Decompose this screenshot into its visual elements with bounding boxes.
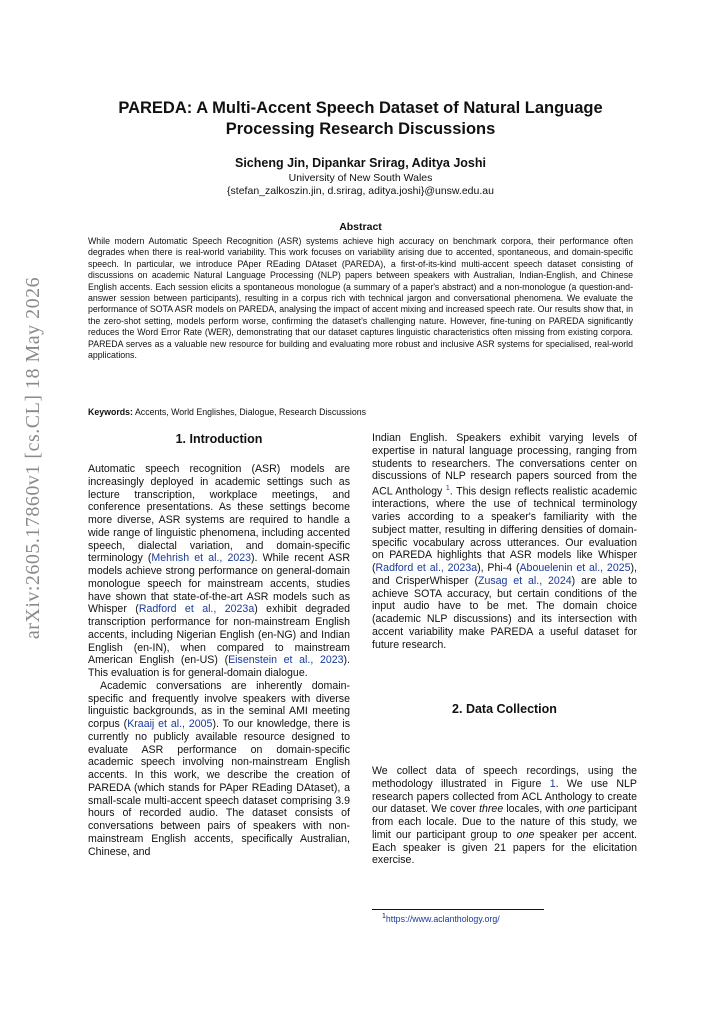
paper-title bbox=[80, 98, 641, 140]
left-column bbox=[88, 463, 350, 858]
emphasis: one bbox=[516, 828, 535, 841]
emphasis: one bbox=[567, 803, 585, 816]
text-span: Indian English. Speakers exhibit varying levels of expertise in natural language processing, ranging from students to researchers. The conversations center on discussions of NLP research papers sourced from the ACL Anthology bbox=[372, 432, 637, 498]
figure-reference-link[interactable]: 1 bbox=[549, 777, 556, 790]
citation-link[interactable]: Kraaij et al., 2005 bbox=[127, 718, 213, 730]
citation-link[interactable]: Abouelenin et al., 2025 bbox=[519, 562, 631, 575]
section-heading-data-collection: 2. Data Collection bbox=[452, 702, 557, 716]
text-span: . We use NLP research papers collected from ACL Anthology to create our dataset. We cover bbox=[372, 777, 638, 816]
citation-link[interactable]: Radford et al., 2023a bbox=[138, 603, 255, 616]
right-column-bottom bbox=[372, 765, 637, 867]
text-span: participant from each locale. Due to the nature of this study, we limit our participant group to bbox=[372, 803, 637, 841]
keywords-text: Accents, World Englishes, Dialogue, Research Discussions bbox=[132, 407, 367, 417]
title-line-2: Processing Research Discussions bbox=[225, 120, 496, 138]
footnote-divider bbox=[372, 909, 544, 910]
citation-link[interactable]: Radford et al., 2023a bbox=[375, 562, 478, 575]
keywords-label: Keywords: bbox=[88, 407, 133, 417]
text-span: ), and CrisperWhisper ( bbox=[372, 562, 637, 587]
text-span: ). To our knowledge, there is currently no publicly available resource designed to evaluate ASR performance on domain-specific academic speech involving non-mainstream English accents. In this work, we describe the creation of PAREDA (which stands for PAper REading DAtaset), a small-scale multi-accent speech dataset comprising 3.9 hours of recorded audio. The dataset consists of conversations between pairs of speakers with non-mainstream English accents, specifically Australian, Chinese, and bbox=[88, 718, 350, 858]
citation-link[interactable]: Mehrish et al., 2023 bbox=[151, 552, 252, 565]
abstract-heading: Abstract bbox=[339, 221, 382, 233]
footnote-url-link[interactable]: https://www.aclanthology.org/ bbox=[385, 913, 500, 924]
right-column-top bbox=[372, 432, 637, 651]
text-span: We collect data of speech recordings, using the methodology illustrated in Figure bbox=[372, 765, 637, 790]
intro-paragraph-2 bbox=[88, 680, 350, 859]
intro-paragraph-1 bbox=[88, 463, 350, 680]
footnote-number: 1 bbox=[382, 913, 386, 920]
data-paragraph-1 bbox=[372, 765, 637, 867]
text-span: ) are able to achieve SOTA accuracy, but certain conditions of the input audio have to be met. The domain choice (academic NLP discussions) and its intersection with accent variability make PAREDA a useful dataset for future research. bbox=[372, 574, 637, 651]
author-list: Sicheng Jin, Dipankar Srirag, Aditya Joshi bbox=[235, 156, 486, 170]
text-span: ). While recent ASR models achieve strong performance on general-domain monologue speech for mainstream accents, studies have shown that state-of-the-art ASR models such as Whisper ( bbox=[88, 552, 350, 616]
citation-link[interactable]: Eisenstein et al., 2023 bbox=[228, 654, 344, 667]
intro-paragraph-3 bbox=[372, 432, 637, 651]
affiliation-block bbox=[80, 172, 641, 198]
text-span: speaker per accent. Each speaker is given 21 papers for the elicitation exercise. bbox=[372, 828, 637, 867]
text-span: ) exhibit degraded transcription performance for non-mainstream English accents, including Nigerian English (en-NG) and Indian English (en-IN), when compared to mainstream American English (en-US) ( bbox=[88, 603, 350, 667]
text-span: ), Phi-4 ( bbox=[477, 562, 520, 575]
arxiv-sidebar-stamp: arXiv:2605.17860v1 [cs.CL] 18 May 2026 bbox=[22, 276, 44, 640]
affiliation: University of New South Wales bbox=[288, 172, 433, 184]
author-emails: {stefan_zalkoszin.jin, d.srirag, aditya.joshi}@unsw.edu.au bbox=[227, 185, 494, 197]
text-span: ). This evaluation is for general-domain dialogue. bbox=[88, 654, 350, 679]
section-heading-introduction: 1. Introduction bbox=[175, 432, 263, 446]
abstract-body: While modern Automatic Speech Recognition (ASR) systems achieve high accuracy on benchmark corpora, their performance often degrades when there is real-world variability. This work focuses on variability arising due to accented, spontaneous, and domain-specific speech. In particular, we introduce PAper REading DAtaset (PAREDA), a first-of-its-kind multi-accent speech dataset consisting of discussions on academic Natural Language Processing (NLP) papers between speakers with Australian, Indian-English, and Chinese English accents. Each session elicits a spontaneous monologue (a summary of a paper's abstract) and a non-monologue (a question-and-answer session between participants), resulting in a corpus rich with technical jargon and conversational phenomena. We evaluate the performance of SOTA ASR models on PAREDA, analysing the impact of accent mixing and increased speech rate. Our results show that, in the zero-shot setting, models perform worse, confirming the dataset's challenging nature. However, fine-tuning on PAREDA significantly reduces the Word Error Rate (WER), demonstrating that our dataset captures linguistic characteristics often missing from existing corpora. PAREDA serves as a valuable new resource for building and evaluating more robust and inclusive ASR systems for specialised, real-world applications. bbox=[88, 236, 633, 361]
footnote bbox=[382, 913, 642, 924]
citation-link[interactable]: Zusag et al., 2024 bbox=[477, 574, 572, 587]
emphasis: three bbox=[479, 803, 504, 816]
text-span: Automatic speech recognition (ASR) models are increasingly deployed in academic settings such as lecture transcription, workplace meetings, and conference presentations. As these settings become more diverse, ASR systems are required to handle a wide range of linguistic phenomena, including accented speech, dialectal variation, and domain-specific terminology ( bbox=[88, 463, 350, 565]
keywords-line bbox=[88, 407, 633, 417]
footnote-marker[interactable]: 1 bbox=[445, 485, 450, 492]
text-span: . This design reflects realistic academic interactions, where the use of technical terminology varies according to a speaker's familiarity with the subject matter, resulting in differing densities of domain-specific vocabulary across utterances. Our evaluation on PAREDA highlights that ASR models like Whisper ( bbox=[372, 485, 638, 575]
title-line-1: PAREDA: A Multi-Accent Speech Dataset of Natural Language bbox=[118, 99, 603, 117]
text-span: locales, with bbox=[503, 803, 568, 816]
text-span: Academic conversations are inherently domain-specific and frequently involve speakers with diverse linguistic backgrounds, as in the seminal AMI meeting corpus ( bbox=[88, 679, 350, 730]
